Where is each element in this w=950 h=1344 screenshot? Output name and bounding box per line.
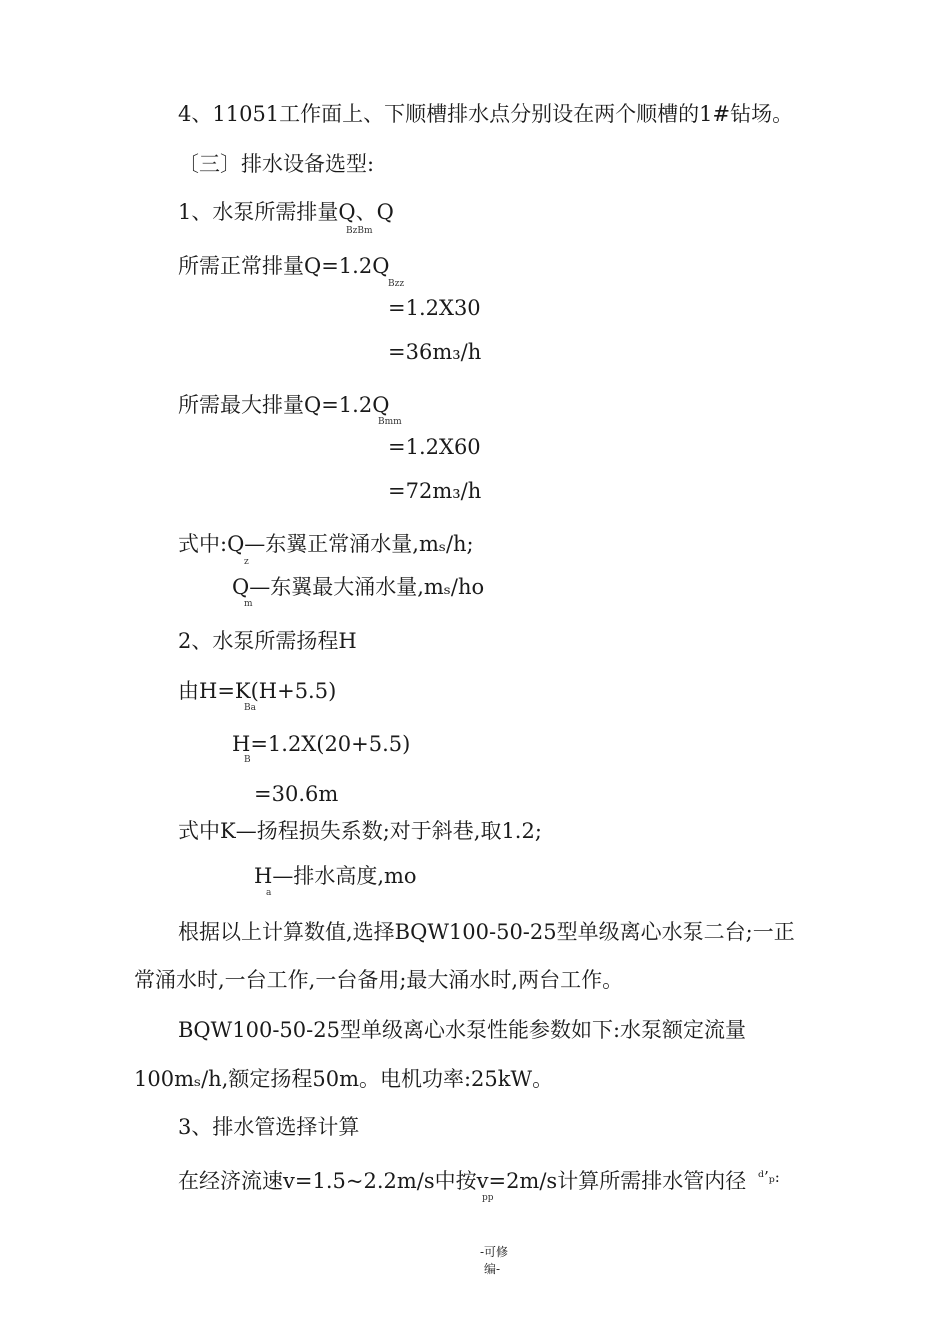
- subscript: Bzz: [388, 279, 405, 289]
- text-line: 式中:Q—东翼正常涌水量,mₛ/h;: [178, 532, 474, 556]
- text-line: 4、11051工作面上、下顺槽排水点分别设在两个顺槽的1#钻场。: [178, 102, 794, 126]
- footer-text: -可修: [480, 1245, 509, 1259]
- subscript: Ba: [244, 703, 256, 713]
- formula-symbol: ᵈ’ₚ:: [758, 1168, 780, 1186]
- subscript: B: [244, 755, 251, 765]
- subscript: pp: [482, 1193, 494, 1203]
- text-line: Q—东翼最大涌水量,mₛ/ho: [232, 575, 485, 599]
- formula-line: 所需最大排量Q=1.2Q: [178, 393, 390, 417]
- paragraph-line: 100mₛ/h,额定扬程50m。电机功率:25kW。: [134, 1067, 554, 1091]
- formula-line: =1.2X30: [388, 296, 481, 320]
- item-heading: 3、排水管选择计算: [178, 1115, 360, 1139]
- formula-line: H=1.2X(20+5.5): [232, 732, 411, 756]
- formula-line: =36m₃/h: [388, 340, 482, 364]
- footer-text: 编-: [484, 1262, 501, 1276]
- section-heading: 〔三〕排水设备选型:: [178, 152, 375, 176]
- text-line: 式中K—扬程损失系数;对于斜巷,取1.2;: [178, 819, 542, 843]
- formula-line: =30.6m: [254, 782, 339, 806]
- item-heading: 2、水泵所需扬程H: [178, 629, 357, 653]
- formula-line: 所需正常排量Q=1.2Q: [178, 254, 390, 278]
- subscript: m: [244, 599, 253, 609]
- paragraph-line: 常涌水时,一台工作,一台备用;最大涌水时,两台工作。: [134, 968, 624, 992]
- paragraph-line: 在经济流速v=1.5~2.2m/s中按v=2m/s计算所需排水管内径: [178, 1169, 747, 1193]
- subscript: Bmm: [378, 417, 402, 427]
- subscript: BzBm: [346, 226, 373, 236]
- formula-line: =72m₃/h: [388, 479, 482, 503]
- formula-line: =1.2X60: [388, 435, 481, 459]
- subscript: a: [266, 888, 272, 898]
- subscript: z: [244, 557, 249, 567]
- paragraph-line: 根据以上计算数值,选择BQW100-50-25型单级离心水泵二台;一正: [178, 920, 795, 944]
- item-heading: 1、水泵所需排量Q、Q: [178, 200, 394, 224]
- formula-line: 由H=K(H+5.5): [178, 679, 337, 703]
- paragraph-line: BQW100-50-25型单级离心水泵性能参数如下:水泵额定流量: [178, 1018, 747, 1042]
- text-line: H—排水高度,mo: [254, 864, 417, 888]
